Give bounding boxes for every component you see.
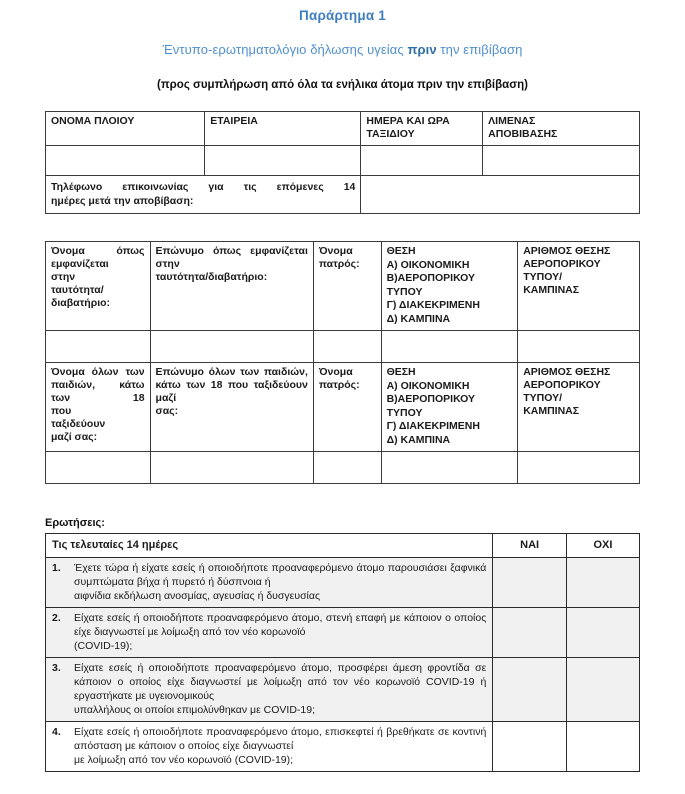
label-adult-class-option-b: Β)ΑΕΡΟΠΟΡΙΚΟΥ xyxy=(386,272,476,284)
question-text-3-line1: Είχατε εσείς ή οποιοδήποτε προαναφερόμενο άτομο, προσφέρει xyxy=(74,662,388,674)
label-adult-first-name-l5: διαβατήριο: xyxy=(51,297,111,309)
header-disembark-port-line1: ΛΙΜΕΝΑΣ xyxy=(488,115,536,127)
label-children-last-name-l1: Επώνυμο όλων των xyxy=(155,366,260,378)
question-cell-4 xyxy=(46,722,493,772)
label-children-first-name-l4: που xyxy=(51,405,72,417)
label-adult-class-option-b2: ΤΥΠΟΥ xyxy=(386,285,423,298)
label-adult-class-option-d: Δ) ΚΑΜΠΙΝΑ xyxy=(386,312,451,325)
questions-section-label: Ερωτήσεις: xyxy=(45,517,105,529)
label-adult-seat-number-l1: ΑΡΙΘΜΟΣ ΘΕΣΗΣ xyxy=(523,245,611,257)
field-children-father-name[interactable] xyxy=(313,452,381,484)
question-cell-2 xyxy=(46,608,493,658)
passenger-children-header-row xyxy=(46,363,640,452)
vessel-table-phone-row xyxy=(46,176,640,214)
question-text-3-line2: άμεση φροντίδα σε κάποιον ο οποίος είχε διαγνωστεί με λοίμωξη από xyxy=(74,662,487,688)
label-children-seat-number xyxy=(518,363,640,452)
answer-yes-3[interactable] xyxy=(493,658,567,722)
label-children-last-name-l2: παιδιών, κάτω των 18 xyxy=(155,366,308,391)
table-row xyxy=(46,722,640,772)
label-children-first-name-l5: ταξιδεύουν xyxy=(51,418,106,430)
field-adult-class[interactable] xyxy=(381,331,518,363)
question-text-3 xyxy=(74,661,486,717)
answer-no-2[interactable] xyxy=(566,608,639,658)
label-children-class-option-b2: ΤΥΠΟΥ xyxy=(386,406,423,419)
label-adult-last-name-l2: εμφανίζεται στην xyxy=(155,245,308,270)
header-company: ΕΤΑΙΡΕΙΑ xyxy=(205,112,361,146)
form-title-part2: την επιβίβαση xyxy=(436,42,523,57)
header-disembark-port-line2: ΑΠΟΒΙΒΑΣΗΣ xyxy=(488,128,558,140)
form-title-emphasis: πριν xyxy=(407,42,437,57)
label-adult-first-name xyxy=(46,242,151,331)
passenger-adult-input-row xyxy=(46,331,640,363)
annex-title: Παράρτημα 1 xyxy=(299,8,386,23)
label-children-father-name-l1: Όνομα xyxy=(318,366,353,378)
question-text-2-line3: (COVID-19); xyxy=(74,640,133,652)
question-text-2-line1: Είχατε εσείς ή οποιοδήποτε προαναφερόμενο άτομο, στενή επαφή με xyxy=(74,612,401,624)
label-contact-phone-line2: ημέρες μετά την αποβίβαση: xyxy=(51,195,194,207)
field-adult-first-name[interactable] xyxy=(46,331,151,363)
label-children-class-title: ΘΕΣΗ xyxy=(386,366,416,378)
question-text-2-line2: κάποιον ο οποίος είχε διαγνωστεί με λοίμωξη από τον νέο κορωνοϊό xyxy=(74,612,487,638)
field-children-class[interactable] xyxy=(381,452,518,484)
label-children-seat-number-l2: ΑΕΡΟΠΟΡΙΚΟΥ xyxy=(523,379,601,391)
questions-header-row xyxy=(46,534,640,558)
question-number-4: 4. xyxy=(52,726,61,738)
table-row xyxy=(46,558,640,608)
header-disembark-port xyxy=(483,112,640,146)
header-travel-datetime-line2: ΤΑΞΙΔΙΟΥ xyxy=(366,128,415,140)
label-children-seat-number-l3: ΤΥΠΟΥ/ xyxy=(523,392,562,404)
table-row xyxy=(46,608,640,658)
question-text-2 xyxy=(74,611,486,653)
label-adult-seat-number-l3: ΤΥΠΟΥ/ xyxy=(523,271,562,283)
label-adult-first-name-l4: ταυτότητα/ xyxy=(51,284,104,296)
questions-header-no: ΟΧΙ xyxy=(566,534,639,558)
label-children-last-name-l3: που ταξιδεύουν μαζί xyxy=(155,379,308,404)
passenger-children-input-row xyxy=(46,452,640,484)
label-children-first-name-l6: μαζί σας: xyxy=(51,431,98,443)
question-text-1-line3: αιφνίδια εκδήλωση ανοσμίας, αγευσίας ή δυσγευσίας xyxy=(74,590,321,602)
question-text-4-line1: Είχατε εσείς ή οποιοδήποτε προαναφερόμενο άτομο, επισκεφτεί ή xyxy=(74,726,383,738)
passenger-table-wrapper xyxy=(45,214,640,484)
label-children-first-name xyxy=(46,363,151,452)
field-ship-name[interactable] xyxy=(46,146,205,176)
field-disembark-port[interactable] xyxy=(483,146,640,176)
label-children-seat-number-l4: ΚΑΜΠΙΝΑΣ xyxy=(523,405,580,417)
label-contact-phone-line1: Τηλέφωνο επικοινωνίας για τις επόμενες 14 xyxy=(51,181,356,193)
question-text-4 xyxy=(74,725,486,767)
vessel-table-header-row xyxy=(46,112,640,146)
question-text-4-line3: με λοίμωξη από τον νέο κορωνοϊό (COVID-19); xyxy=(74,754,294,766)
label-adult-last-name xyxy=(150,242,313,331)
field-contact-phone[interactable] xyxy=(361,176,640,214)
question-text-3-line4: υπαλλήλους οι οποίοι επιμολύνθηκαν με COVID-19; xyxy=(74,704,316,716)
answer-no-1[interactable] xyxy=(566,558,639,608)
label-adult-class xyxy=(381,242,518,331)
label-children-class-option-d: Δ) ΚΑΜΠΙΝΑ xyxy=(386,433,451,446)
field-adult-father-name[interactable] xyxy=(313,331,381,363)
vessel-table xyxy=(45,111,640,214)
label-adult-first-name-l3: στην xyxy=(51,271,76,283)
label-children-last-name-l4: σας: xyxy=(155,405,179,417)
field-children-last-name[interactable] xyxy=(150,452,313,484)
label-adult-last-name-l3: ταυτότητα/διαβατήριο: xyxy=(155,271,268,283)
question-text-4-line2: βρεθήκατε σε κοντινή απόσταση με κάποιον ο οποίος είχε διαγνωστεί xyxy=(74,726,487,752)
vessel-table-input-row xyxy=(46,146,640,176)
label-children-father-name xyxy=(313,363,381,452)
label-adult-father-name xyxy=(313,242,381,331)
field-adult-seat-number[interactable] xyxy=(518,331,640,363)
field-adult-last-name[interactable] xyxy=(150,331,313,363)
field-company[interactable] xyxy=(205,146,361,176)
questions-section xyxy=(45,484,640,772)
answer-no-3[interactable] xyxy=(566,658,639,722)
label-children-last-name xyxy=(150,363,313,452)
label-adult-class-option-c: Γ) ΔΙΑΚΕΚΡΙΜΕΝΗ xyxy=(386,299,480,311)
answer-yes-2[interactable] xyxy=(493,608,567,658)
label-children-class-option-c: Γ) ΔΙΑΚΕΚΡΙΜΕΝΗ xyxy=(386,420,480,432)
header-travel-datetime xyxy=(361,112,483,146)
header-ship-name: ΟΝΟΜΑ ΠΛΟΙΟΥ xyxy=(46,112,205,146)
question-number-1: 1. xyxy=(52,562,61,574)
label-adult-first-name-l1: Όνομα όπως xyxy=(51,245,145,257)
field-children-first-name[interactable] xyxy=(46,452,151,484)
questions-table xyxy=(45,533,640,772)
label-children-father-name-l2: πατρός: xyxy=(318,379,360,391)
question-text-3-line3: τον νέο κορωνοϊό COVID-19 ή εργαστήκατε με υγειονομικούς xyxy=(74,676,487,702)
questions-header-prompt: Τις τελευταίες 14 ημέρες xyxy=(46,534,493,558)
field-children-seat-number[interactable] xyxy=(518,452,640,484)
question-text-1-line2: παρουσιάσει ξαφνικά συμπτώματα βήχα ή πυρετό ή δύσπνοια ή xyxy=(74,562,487,588)
label-children-class-option-a: Α) ΟΙΚΟΝΟΜΙΚΗ xyxy=(386,379,470,392)
question-number-2: 2. xyxy=(52,612,61,624)
vessel-table-wrapper xyxy=(45,94,640,214)
field-travel-datetime[interactable] xyxy=(361,146,483,176)
label-children-first-name-l2: των παιδιών, xyxy=(51,366,145,391)
label-adult-class-option-a: Α) ΟΙΚΟΝΟΜΙΚΗ xyxy=(386,258,470,271)
answer-no-4[interactable] xyxy=(566,722,639,772)
label-adult-father-name-l1: Όνομα xyxy=(318,245,353,257)
label-contact-phone xyxy=(46,176,361,214)
label-children-seat-number-l1: ΑΡΙΘΜΟΣ ΘΕΣΗΣ xyxy=(523,366,611,378)
table-row xyxy=(46,658,640,722)
form-instruction: (προς συμπλήρωση από όλα τα ενήλικα άτομα πριν την επιβίβαση) xyxy=(157,79,528,91)
header-travel-datetime-line1: ΗΜΕΡΑ ΚΑΙ ΩΡΑ xyxy=(366,115,450,127)
form-title-part1: Έντυπο-ερωτηματολόγιο δήλωσης υγείας xyxy=(162,42,408,57)
questions-header-yes: ΝΑΙ xyxy=(493,534,567,558)
label-adult-seat-number-l4: ΚΑΜΠΙΝΑΣ xyxy=(523,284,580,296)
passenger-table xyxy=(45,241,640,484)
question-text-1-line1: Έχετε τώρα ή είχατε εσείς ή οποιοδήποτε προαναφερόμενο άτομο xyxy=(74,562,385,574)
label-adult-seat-number-l2: ΑΕΡΟΠΟΡΙΚΟΥ xyxy=(523,258,601,270)
question-number-3: 3. xyxy=(52,662,61,674)
passenger-adult-header-row xyxy=(46,242,640,331)
label-adult-first-name-l2: εμφανίζεται xyxy=(51,258,109,270)
question-text-1 xyxy=(74,561,486,603)
label-adult-class-title: ΘΕΣΗ xyxy=(386,245,416,257)
label-children-first-name-l1: Όνομα όλων xyxy=(51,366,119,378)
label-children-first-name-l3: κάτω των 18 xyxy=(51,379,145,404)
answer-yes-1[interactable] xyxy=(493,558,567,608)
question-cell-3 xyxy=(46,658,493,722)
label-adult-father-name-l2: πατρός: xyxy=(318,258,360,270)
label-adult-seat-number xyxy=(518,242,640,331)
form-title xyxy=(45,26,640,60)
label-children-class xyxy=(381,363,518,452)
answer-yes-4[interactable] xyxy=(493,722,567,772)
question-cell-1 xyxy=(46,558,493,608)
label-children-class-option-b: Β)ΑΕΡΟΠΟΡΙΚΟΥ xyxy=(386,393,476,405)
label-adult-last-name-l1: Επώνυμο όπως xyxy=(155,245,242,257)
